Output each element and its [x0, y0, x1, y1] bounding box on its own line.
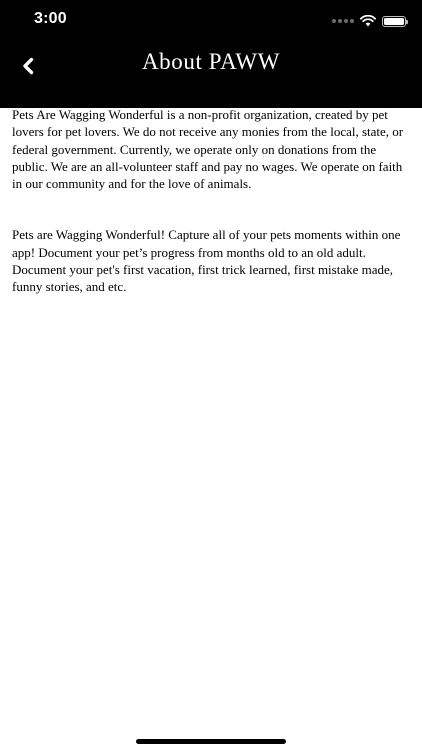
about-paragraph-app: Pets are Wagging Wonderful! Capture all of your pets moments within one app! Document your pet’s progress from months old to an old adult. Document your pet's first vacation, first trick learned, first mistake made, funny stories, and etc.: [12, 227, 401, 295]
wifi-icon: [360, 15, 376, 27]
status-icons: [332, 14, 406, 28]
signal-dots-icon: [332, 19, 354, 23]
battery-icon: [382, 16, 406, 27]
nav-bar: [0, 44, 422, 108]
header: [0, 0, 422, 108]
status-bar: [0, 0, 422, 44]
page-title: About PAWW: [141, 49, 281, 74]
status-time: 3:00: [34, 10, 67, 27]
about-content: [12, 106, 412, 296]
home-indicator[interactable]: [136, 739, 286, 744]
about-paragraph-mission: Pets Are Wagging Wonderful is a non-profit organization, created by pet lovers for pet lovers. We do not receive any monies from the local, state, or federal government. Currently, we operate only on donations from the public. We are an all-volunteer staff and pay no wages. We operate on faith in our community and for the love of animals.: [12, 107, 404, 192]
